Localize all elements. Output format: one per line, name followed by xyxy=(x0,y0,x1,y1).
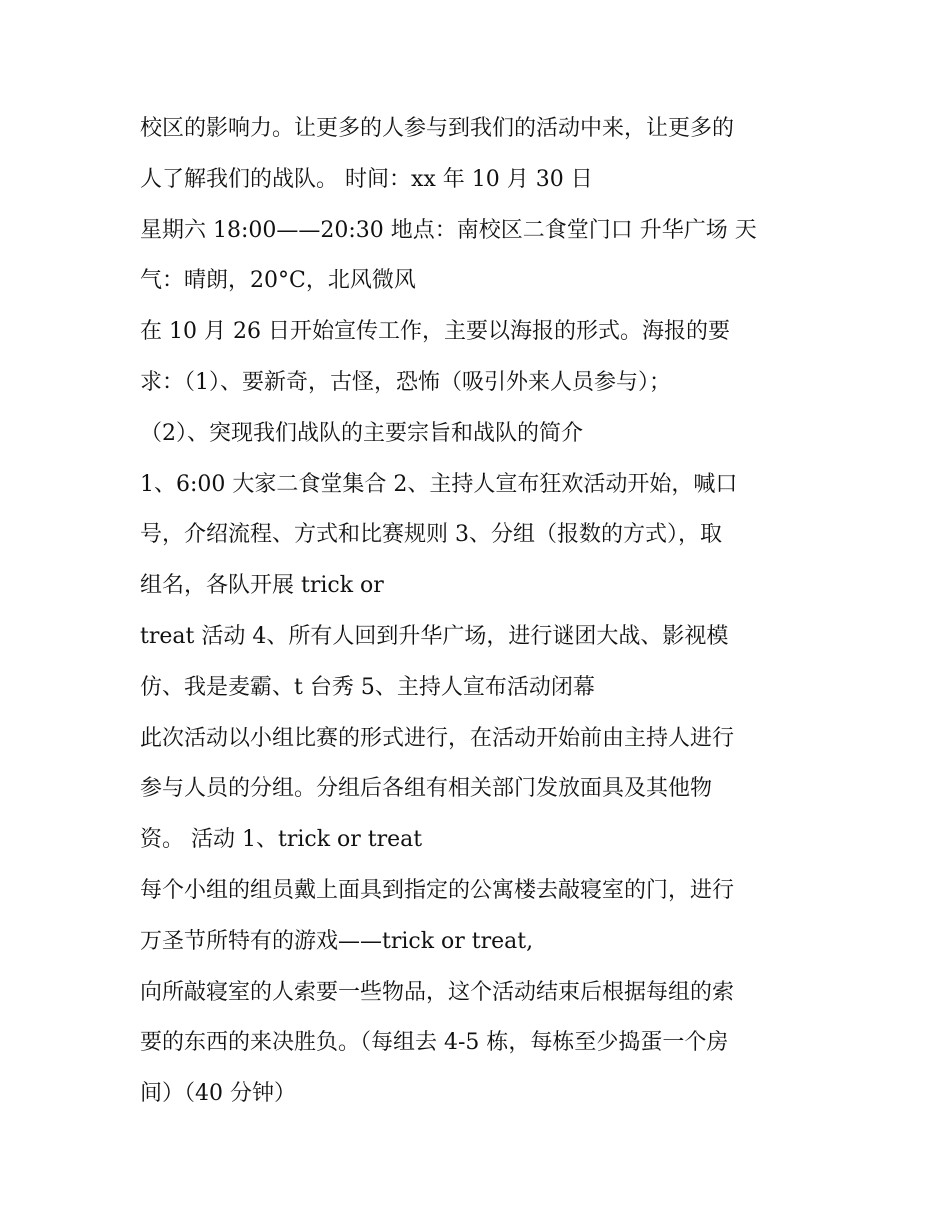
text-line: 此次活动以小组比赛的形式进行，在活动开始前由主持人进行 xyxy=(140,725,735,751)
text-line: 星期六 18:00——20:30 地点：南校区二食堂门口 升华广场 天 xyxy=(140,217,757,243)
text-line: 参与人员的分组。分组后各组有相关部门发放面具及其他物 xyxy=(140,776,713,802)
text-line: 在 10 月 26 日开始宣传工作，主要以海报的形式。海报的要 xyxy=(140,319,730,345)
text-line: 校区的影响力。让更多的人参与到我们的活动中来，让更多的 xyxy=(140,116,735,141)
text-line: 向所敲寝室的人索要一些物品，这个活动结束后根据每组的索 xyxy=(140,979,735,1005)
text-line: 人了解我们的战队。 时间：xx 年 10 月 30 日 xyxy=(140,166,593,192)
text-line: 气：晴朗，20°C，北风微风 xyxy=(140,268,416,294)
text-line: 求：（1）、要新奇，古怪，恐怖（吸引外来人员参与）； xyxy=(140,369,671,395)
text-line: 组名，各队开展 trick or xyxy=(140,573,384,599)
text-line: 号，介绍流程、方式和比赛规则 3、分组（报数的方式），取 xyxy=(140,522,722,548)
text-line: 资。 活动 1、trick or treat xyxy=(140,827,423,853)
text-line: 1、6:00 大家二食堂集合 2、主持人宣布狂欢活动开始，喊口 xyxy=(140,471,738,497)
text-line: （2）、突现我们战队的主要宗旨和战队的简介 xyxy=(140,420,583,446)
text-line: treat 活动 4、所有人回到升华广场，进行谜团大战、影视模 xyxy=(140,623,729,649)
text-line: 要的东西的来决胜负。（每组去 4-5 栋，每栋至少捣蛋一个房 xyxy=(140,1030,729,1056)
text-line: 间）（40 分钟） xyxy=(140,1081,296,1107)
text-line: 每个小组的组员戴上面具到指定的公寓楼去敲寝室的门，进行 xyxy=(140,877,735,903)
document-body xyxy=(140,104,830,1120)
text-line: 仿、我是麦霸、t 台秀 5、主持人宣布活动闭幕 xyxy=(140,674,595,700)
text-line: 万圣节所特有的游戏——trick or treat, xyxy=(140,928,534,954)
